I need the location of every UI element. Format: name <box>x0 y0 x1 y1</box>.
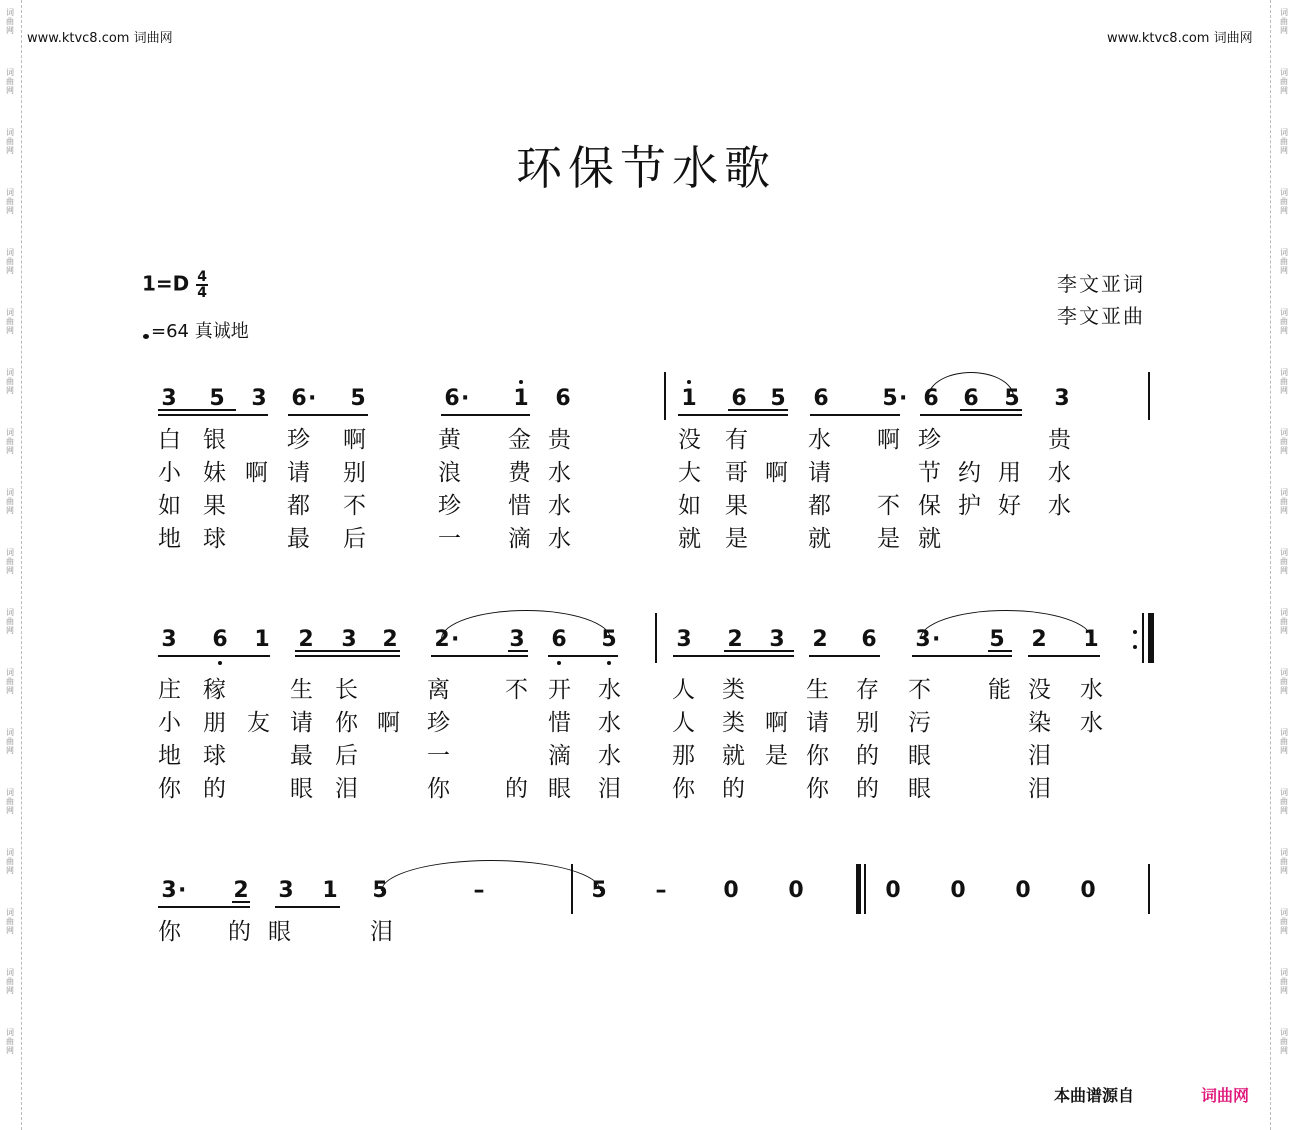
lyric-char: 如 <box>678 493 701 519</box>
lyric-char: 那 <box>672 743 695 769</box>
note: 2 <box>1031 627 1047 652</box>
note: 2 <box>298 627 314 652</box>
note: 2 <box>727 627 743 652</box>
watermark-block: 词 曲 网 <box>6 488 14 515</box>
time-denominator: 4 <box>197 285 207 301</box>
lyric-char: 都 <box>287 493 310 519</box>
lyric-char: 水 <box>1048 493 1071 519</box>
note: 6 <box>555 386 571 411</box>
note: 3 <box>278 878 294 903</box>
lyric-char: 你 <box>158 919 181 945</box>
lyric-char: 没 <box>678 427 701 453</box>
lyric-char: 是 <box>725 526 748 552</box>
right-side-watermark <box>1277 0 1291 1130</box>
repeat-dot-lower <box>1133 645 1137 649</box>
augmentation-dot: · <box>178 878 187 903</box>
repeat-dot-upper <box>1133 630 1137 634</box>
note: 3 <box>769 627 785 652</box>
note: 3 <box>161 627 177 652</box>
lyric-char: 啊 <box>765 710 788 736</box>
note: 5 <box>350 386 366 411</box>
lyric-char: 的 <box>856 743 879 769</box>
lyric-char: 约 <box>958 460 981 486</box>
note: 0 <box>885 878 901 903</box>
lyric-char: 护 <box>958 493 981 519</box>
lyric-char: 保 <box>918 493 941 519</box>
watermark-block: 词 曲 网 <box>6 128 14 155</box>
note: 6 <box>291 386 307 411</box>
lyric-char: 存 <box>856 677 879 703</box>
beam-underline <box>678 414 788 416</box>
beam-underline <box>158 414 268 416</box>
beam-underline <box>431 655 528 657</box>
left-page-edge <box>21 0 22 1130</box>
lyric-char: 是 <box>877 526 900 552</box>
barline <box>1148 372 1150 420</box>
lyric-char: 眼 <box>908 743 931 769</box>
note: 0 <box>1080 878 1096 903</box>
lyric-char: 请 <box>287 460 310 486</box>
beam-underline <box>810 414 900 416</box>
lyric-char: 都 <box>808 493 831 519</box>
watermark-block: 词 曲 网 <box>1280 908 1288 935</box>
repeat-barline-thin <box>1142 613 1144 663</box>
lyric-char: 节 <box>918 460 941 486</box>
augmentation-dot: · <box>451 627 460 652</box>
note: 3 <box>676 627 692 652</box>
note: 3 <box>161 386 177 411</box>
lyric-char: 眼 <box>268 919 291 945</box>
beam-underline <box>508 650 528 652</box>
lyric-char: 水 <box>548 460 571 486</box>
lyric-char: 啊 <box>343 427 366 453</box>
lyric-char: 就 <box>678 526 701 552</box>
watermark-block: 词 曲 网 <box>6 728 14 755</box>
lyric-char: 生 <box>290 677 313 703</box>
lyric-char: 你 <box>806 743 829 769</box>
lyric-char: 你 <box>806 776 829 802</box>
lyric-char: 眼 <box>290 776 313 802</box>
lyric-char: 后 <box>335 743 358 769</box>
tempo-expression: 真诚地 <box>194 321 249 342</box>
lyric-char: 请 <box>806 710 829 736</box>
right-page-edge <box>1270 0 1271 1130</box>
beam-underline <box>809 655 880 657</box>
repeat-barline-thick <box>1149 613 1154 663</box>
lyric-char: 泪 <box>1028 743 1051 769</box>
note: 3 <box>251 386 267 411</box>
lyric-char: 泪 <box>335 776 358 802</box>
note: 5 <box>989 627 1005 652</box>
key-label: 1=D <box>142 271 190 296</box>
lyric-char: 泪 <box>598 776 621 802</box>
lyric-char: 小 <box>158 710 181 736</box>
lyric-char: 的 <box>505 776 528 802</box>
lyricist-credit: 李文亚词 <box>1057 272 1145 296</box>
beam-underline <box>441 414 530 416</box>
lyric-char: 泪 <box>1028 776 1051 802</box>
left-side-watermark <box>3 0 17 1130</box>
beam-underline <box>912 655 1012 657</box>
watermark-block: 词 曲 网 <box>1280 68 1288 95</box>
note: 0 <box>723 878 739 903</box>
beam-underline <box>288 414 368 416</box>
lyric-char: 最 <box>287 526 310 552</box>
note: 6 <box>551 627 567 652</box>
lyric-char: 啊 <box>245 460 268 486</box>
watermark-block: 词 曲 网 <box>1280 128 1288 155</box>
lyric-char: 大 <box>678 460 701 486</box>
lyric-char: 你 <box>672 776 695 802</box>
lyric-char: 地 <box>158 743 181 769</box>
lyric-char: 污 <box>908 710 931 736</box>
tempo-marking <box>143 317 249 343</box>
lyric-char: 水 <box>598 677 621 703</box>
lyric-char: 不 <box>505 677 528 703</box>
watermark-block: 词 曲 网 <box>1280 548 1288 575</box>
lyric-char: 不 <box>877 493 900 519</box>
watermark-block: 词 曲 网 <box>1280 608 1288 635</box>
lyric-char: 泪 <box>370 919 393 945</box>
watermark-block: 词 曲 网 <box>6 368 14 395</box>
lyric-char: 朋 <box>203 710 226 736</box>
watermark-block: 词 曲 网 <box>6 608 14 635</box>
beam-underline <box>1028 655 1100 657</box>
slur-tie <box>920 610 1092 639</box>
watermark-block: 词 曲 网 <box>1280 728 1288 755</box>
lyric-char: 水 <box>1048 460 1071 486</box>
note: 1 <box>1083 627 1099 652</box>
lyric-char: 就 <box>808 526 831 552</box>
watermark-block: 词 曲 网 <box>6 848 14 875</box>
lyric-char: 水 <box>598 743 621 769</box>
lyric-char: 请 <box>290 710 313 736</box>
note: 1 <box>681 386 697 411</box>
lyric-char: 好 <box>998 493 1021 519</box>
footer-source-label: 本曲谱源自 <box>1054 1086 1135 1105</box>
lyric-char: 水 <box>598 710 621 736</box>
lyric-char: 没 <box>1028 677 1051 703</box>
note: 1 <box>254 627 270 652</box>
beam-underline <box>728 409 788 411</box>
watermark-block: 词 曲 网 <box>6 188 14 215</box>
barline <box>1148 864 1150 914</box>
watermark-block: 词 曲 网 <box>6 308 14 335</box>
lyric-char: 后 <box>343 526 366 552</box>
barline <box>655 613 657 663</box>
note: 1 <box>322 878 338 903</box>
beam-underline <box>724 650 794 652</box>
beam-underline <box>960 409 1022 411</box>
note: 6 <box>444 386 460 411</box>
watermark-block: 词 曲 网 <box>1280 8 1288 35</box>
lyric-char: 就 <box>918 526 941 552</box>
note: 5 <box>1004 386 1020 411</box>
lyric-char: 开 <box>548 677 571 703</box>
watermark-block: 词 曲 网 <box>6 1028 14 1055</box>
slur-tie <box>441 610 611 639</box>
lyric-char: 果 <box>203 493 226 519</box>
lyric-char: 珍 <box>427 710 450 736</box>
lyric-char: 滴 <box>548 743 571 769</box>
beam-underline <box>232 901 250 903</box>
note: 0 <box>1015 878 1031 903</box>
augmentation-dot: · <box>932 627 941 652</box>
slur-tie <box>381 860 601 891</box>
watermark-block: 词 曲 网 <box>6 548 14 575</box>
lyric-char: 白 <box>158 427 181 453</box>
lyric-char: 啊 <box>377 710 400 736</box>
lyric-char: 不 <box>908 677 931 703</box>
watermark-block: 词 曲 网 <box>6 248 14 275</box>
lyric-char: 长 <box>335 677 358 703</box>
watermark-block: 词 曲 网 <box>1280 668 1288 695</box>
lyric-char: 水 <box>548 526 571 552</box>
site-header-left: www.ktvc8.com 词曲网 <box>27 31 173 46</box>
lyric-char: 惜 <box>548 710 571 736</box>
lyric-char: 一 <box>438 526 461 552</box>
watermark-block: 词 曲 网 <box>1280 488 1288 515</box>
lyric-char: 一 <box>427 743 450 769</box>
watermark-block: 词 曲 网 <box>1280 428 1288 455</box>
lyric-char: 就 <box>722 743 745 769</box>
lyric-char: 你 <box>427 776 450 802</box>
beam-underline <box>275 906 340 908</box>
lyric-char: 你 <box>335 710 358 736</box>
beam-underline <box>158 655 270 657</box>
note: 3 <box>161 878 177 903</box>
note: 5 <box>591 878 607 903</box>
beam-underline <box>988 650 1012 652</box>
lyric-char: 珍 <box>287 427 310 453</box>
lyric-char: 地 <box>158 526 181 552</box>
note: 3 <box>341 627 357 652</box>
lyric-char: 的 <box>722 776 745 802</box>
high-octave-dot <box>519 380 523 384</box>
lyric-char: 费 <box>508 460 531 486</box>
lyric-char: 滴 <box>508 526 531 552</box>
lyric-char: 你 <box>158 776 181 802</box>
double-barline-thin <box>864 864 866 914</box>
watermark-block: 词 曲 网 <box>6 428 14 455</box>
lyric-char: 球 <box>203 526 226 552</box>
lyric-char: 离 <box>427 677 450 703</box>
watermark-block: 词 曲 网 <box>1280 308 1288 335</box>
lyric-char: 啊 <box>765 460 788 486</box>
lyric-char: 眼 <box>908 776 931 802</box>
note: 3 <box>915 627 931 652</box>
lyric-char: 惜 <box>508 493 531 519</box>
watermark-block: 词 曲 网 <box>6 8 14 35</box>
beam-underline <box>673 655 794 657</box>
beam-underline <box>158 409 236 411</box>
watermark-block: 词 曲 网 <box>1280 368 1288 395</box>
note: – <box>655 878 667 903</box>
watermark-block: 词 曲 网 <box>6 788 14 815</box>
beam-underline <box>548 655 618 657</box>
site-header-right: www.ktvc8.com 词曲网 <box>1107 31 1253 46</box>
lyric-char: 球 <box>203 743 226 769</box>
lyric-char: 果 <box>725 493 748 519</box>
lyric-char: 类 <box>722 710 745 736</box>
note: 5 <box>770 386 786 411</box>
watermark-block: 词 曲 网 <box>1280 788 1288 815</box>
note: 2 <box>812 627 828 652</box>
lyric-char: 妹 <box>203 460 226 486</box>
lyric-char: 的 <box>203 776 226 802</box>
beam-underline <box>920 414 1022 416</box>
quarter-note-icon <box>143 334 149 339</box>
note: 5 <box>372 878 388 903</box>
beam-underline <box>295 650 400 652</box>
note: 5 <box>601 627 617 652</box>
lyric-char: 用 <box>998 460 1021 486</box>
watermark-block: 词 曲 网 <box>6 908 14 935</box>
lyric-char: 水 <box>1080 710 1103 736</box>
lyric-char: 贵 <box>1048 427 1071 453</box>
note: 6 <box>963 386 979 411</box>
composer-credit: 李文亚曲 <box>1057 304 1145 328</box>
high-octave-dot <box>687 380 691 384</box>
note: 2 <box>233 878 249 903</box>
song-title: 环保节水歌 <box>516 141 776 195</box>
lyric-char: 水 <box>808 427 831 453</box>
note: 5 <box>209 386 225 411</box>
lyric-char: 是 <box>765 743 788 769</box>
lyric-char: 水 <box>548 493 571 519</box>
key-signature <box>142 270 208 300</box>
low-octave-dot <box>607 661 611 665</box>
lyric-char: 水 <box>1080 677 1103 703</box>
tempo-value: =64 <box>151 321 189 342</box>
low-octave-dot <box>218 661 222 665</box>
time-numerator: 4 <box>197 269 207 285</box>
lyric-char: 人 <box>672 677 695 703</box>
lyric-char: 人 <box>672 710 695 736</box>
watermark-block: 词 曲 网 <box>1280 848 1288 875</box>
double-barline-thick <box>856 864 861 914</box>
lyric-char: 金 <box>508 427 531 453</box>
lyric-char: 的 <box>228 919 251 945</box>
lyric-char: 庄 <box>158 677 181 703</box>
augmentation-dot: · <box>899 386 908 411</box>
lyric-char: 有 <box>725 427 748 453</box>
lyric-char: 友 <box>247 710 270 736</box>
note: 5 <box>882 386 898 411</box>
note: 3 <box>1054 386 1070 411</box>
beam-underline <box>158 906 250 908</box>
lyric-char: 类 <box>722 677 745 703</box>
lyric-char: 染 <box>1028 710 1051 736</box>
note: 2 <box>434 627 450 652</box>
low-octave-dot <box>557 661 561 665</box>
note: 0 <box>950 878 966 903</box>
lyric-char: 小 <box>158 460 181 486</box>
lyric-char: 珍 <box>918 427 941 453</box>
augmentation-dot: · <box>461 386 470 411</box>
watermark-block: 词 曲 网 <box>6 668 14 695</box>
lyric-char: 别 <box>856 710 879 736</box>
note: – <box>473 878 485 903</box>
lyric-char: 不 <box>343 493 366 519</box>
lyric-char: 能 <box>988 677 1011 703</box>
lyric-char: 别 <box>343 460 366 486</box>
lyric-char: 浪 <box>438 460 461 486</box>
note: 6 <box>731 386 747 411</box>
note: 6 <box>212 627 228 652</box>
slur-tie <box>928 372 1014 397</box>
note: 2 <box>382 627 398 652</box>
note: 6 <box>861 627 877 652</box>
lyric-char: 请 <box>808 460 831 486</box>
lyric-char: 珍 <box>438 493 461 519</box>
beam-underline <box>295 655 400 657</box>
augmentation-dot: · <box>308 386 317 411</box>
watermark-block: 词 曲 网 <box>6 968 14 995</box>
time-signature <box>196 270 208 300</box>
lyric-char: 黄 <box>438 427 461 453</box>
lyric-char: 啊 <box>877 427 900 453</box>
note: 3 <box>509 627 525 652</box>
note: 1 <box>513 386 529 411</box>
lyric-char: 银 <box>203 427 226 453</box>
note: 0 <box>788 878 804 903</box>
lyric-char: 如 <box>158 493 181 519</box>
lyric-char: 最 <box>290 743 313 769</box>
lyric-char: 贵 <box>548 427 571 453</box>
footer-brand: 词曲网 <box>1201 1086 1250 1105</box>
note: 6 <box>923 386 939 411</box>
watermark-block: 词 曲 网 <box>1280 188 1288 215</box>
lyric-char: 的 <box>856 776 879 802</box>
barline <box>664 372 666 420</box>
watermark-block: 词 曲 网 <box>1280 1028 1288 1055</box>
note: 6 <box>813 386 829 411</box>
lyric-char: 眼 <box>548 776 571 802</box>
watermark-block: 词 曲 网 <box>1280 248 1288 275</box>
lyric-char: 生 <box>806 677 829 703</box>
watermark-block: 词 曲 网 <box>6 68 14 95</box>
lyric-char: 哥 <box>725 460 748 486</box>
watermark-block: 词 曲 网 <box>1280 968 1288 995</box>
lyric-char: 稼 <box>203 677 226 703</box>
